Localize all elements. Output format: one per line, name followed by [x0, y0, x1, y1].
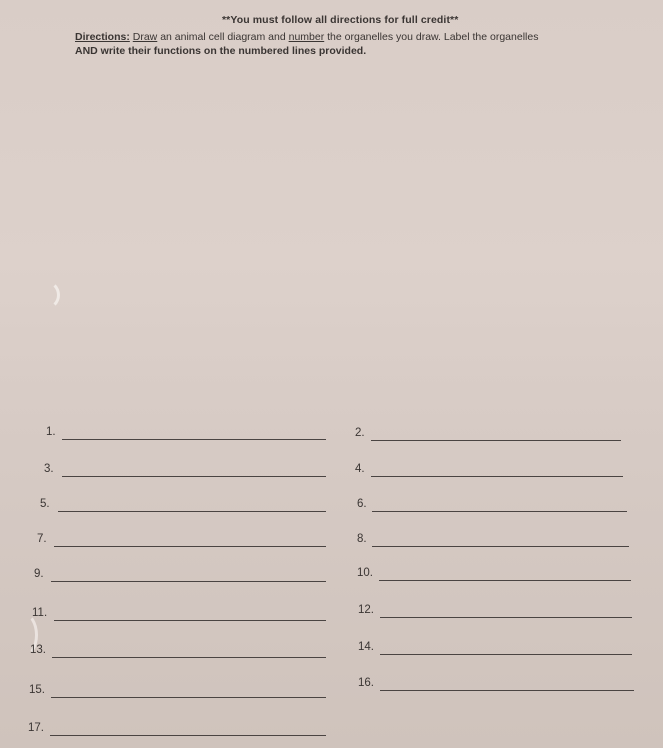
blank-line[interactable] [54, 620, 326, 621]
blank-line[interactable] [380, 617, 632, 618]
directions-text-a: an animal cell diagram and [157, 31, 289, 43]
blank-line[interactable] [379, 580, 631, 581]
directions-label: Directions: [75, 31, 130, 43]
line-number: 6. [357, 498, 367, 510]
line-number: 2. [355, 427, 365, 439]
blank-line[interactable] [380, 690, 634, 691]
directions-text [75, 31, 615, 58]
blank-line[interactable] [52, 657, 326, 658]
answer-line-14[interactable] [358, 641, 632, 655]
line-number: 9. [34, 568, 44, 580]
answer-line-8[interactable] [357, 533, 629, 547]
answer-line-4[interactable] [355, 463, 623, 477]
blank-line[interactable] [62, 439, 326, 440]
blank-line[interactable] [380, 654, 632, 655]
line-number: 11. [32, 607, 48, 619]
directions-text-b: the organelles you draw. Label the organelles [324, 31, 539, 43]
answer-line-16[interactable] [358, 677, 634, 691]
drawing-area[interactable] [0, 80, 663, 410]
answer-line-13[interactable] [30, 644, 326, 658]
line-number: 17. [28, 722, 44, 734]
line-number: 10. [357, 567, 373, 579]
paper-fold [30, 280, 60, 310]
line-number: 13. [30, 644, 46, 656]
line-number: 3. [44, 463, 54, 475]
line-number: 8. [357, 533, 367, 545]
line-number: 16. [358, 677, 374, 689]
answer-line-10[interactable] [357, 567, 631, 581]
answer-line-1[interactable] [46, 426, 326, 440]
answer-line-7[interactable] [37, 533, 326, 547]
blank-line[interactable] [62, 476, 326, 477]
answer-line-6[interactable] [357, 498, 627, 512]
directions-draw: Draw [132, 31, 158, 43]
blank-line[interactable] [50, 735, 326, 736]
credit-note: **You must follow all directions for full credit** [222, 14, 459, 26]
line-number: 14. [358, 641, 374, 653]
directions-text-c: AND write their functions on the numbered lines provided. [75, 44, 367, 57]
answer-line-17[interactable] [28, 722, 326, 736]
answer-line-5[interactable] [40, 498, 326, 512]
answer-line-3[interactable] [44, 463, 326, 477]
blank-line[interactable] [51, 581, 326, 582]
answer-line-9[interactable] [34, 568, 326, 582]
line-number: 1. [46, 426, 56, 438]
blank-line[interactable] [58, 511, 326, 512]
line-number: 15. [29, 684, 45, 696]
answer-line-15[interactable] [29, 684, 326, 698]
blank-line[interactable] [371, 440, 621, 441]
blank-line[interactable] [372, 511, 627, 512]
answer-line-11[interactable] [32, 607, 326, 621]
line-number: 5. [40, 498, 50, 510]
answer-line-12[interactable] [358, 604, 632, 618]
directions-number: number [288, 31, 325, 43]
line-number: 12. [358, 604, 374, 616]
blank-line[interactable] [372, 546, 629, 547]
answer-line-2[interactable] [355, 427, 621, 441]
line-number: 7. [37, 533, 47, 545]
blank-line[interactable] [371, 476, 623, 477]
blank-line[interactable] [51, 697, 326, 698]
blank-line[interactable] [54, 546, 326, 547]
line-number: 4. [355, 463, 365, 475]
